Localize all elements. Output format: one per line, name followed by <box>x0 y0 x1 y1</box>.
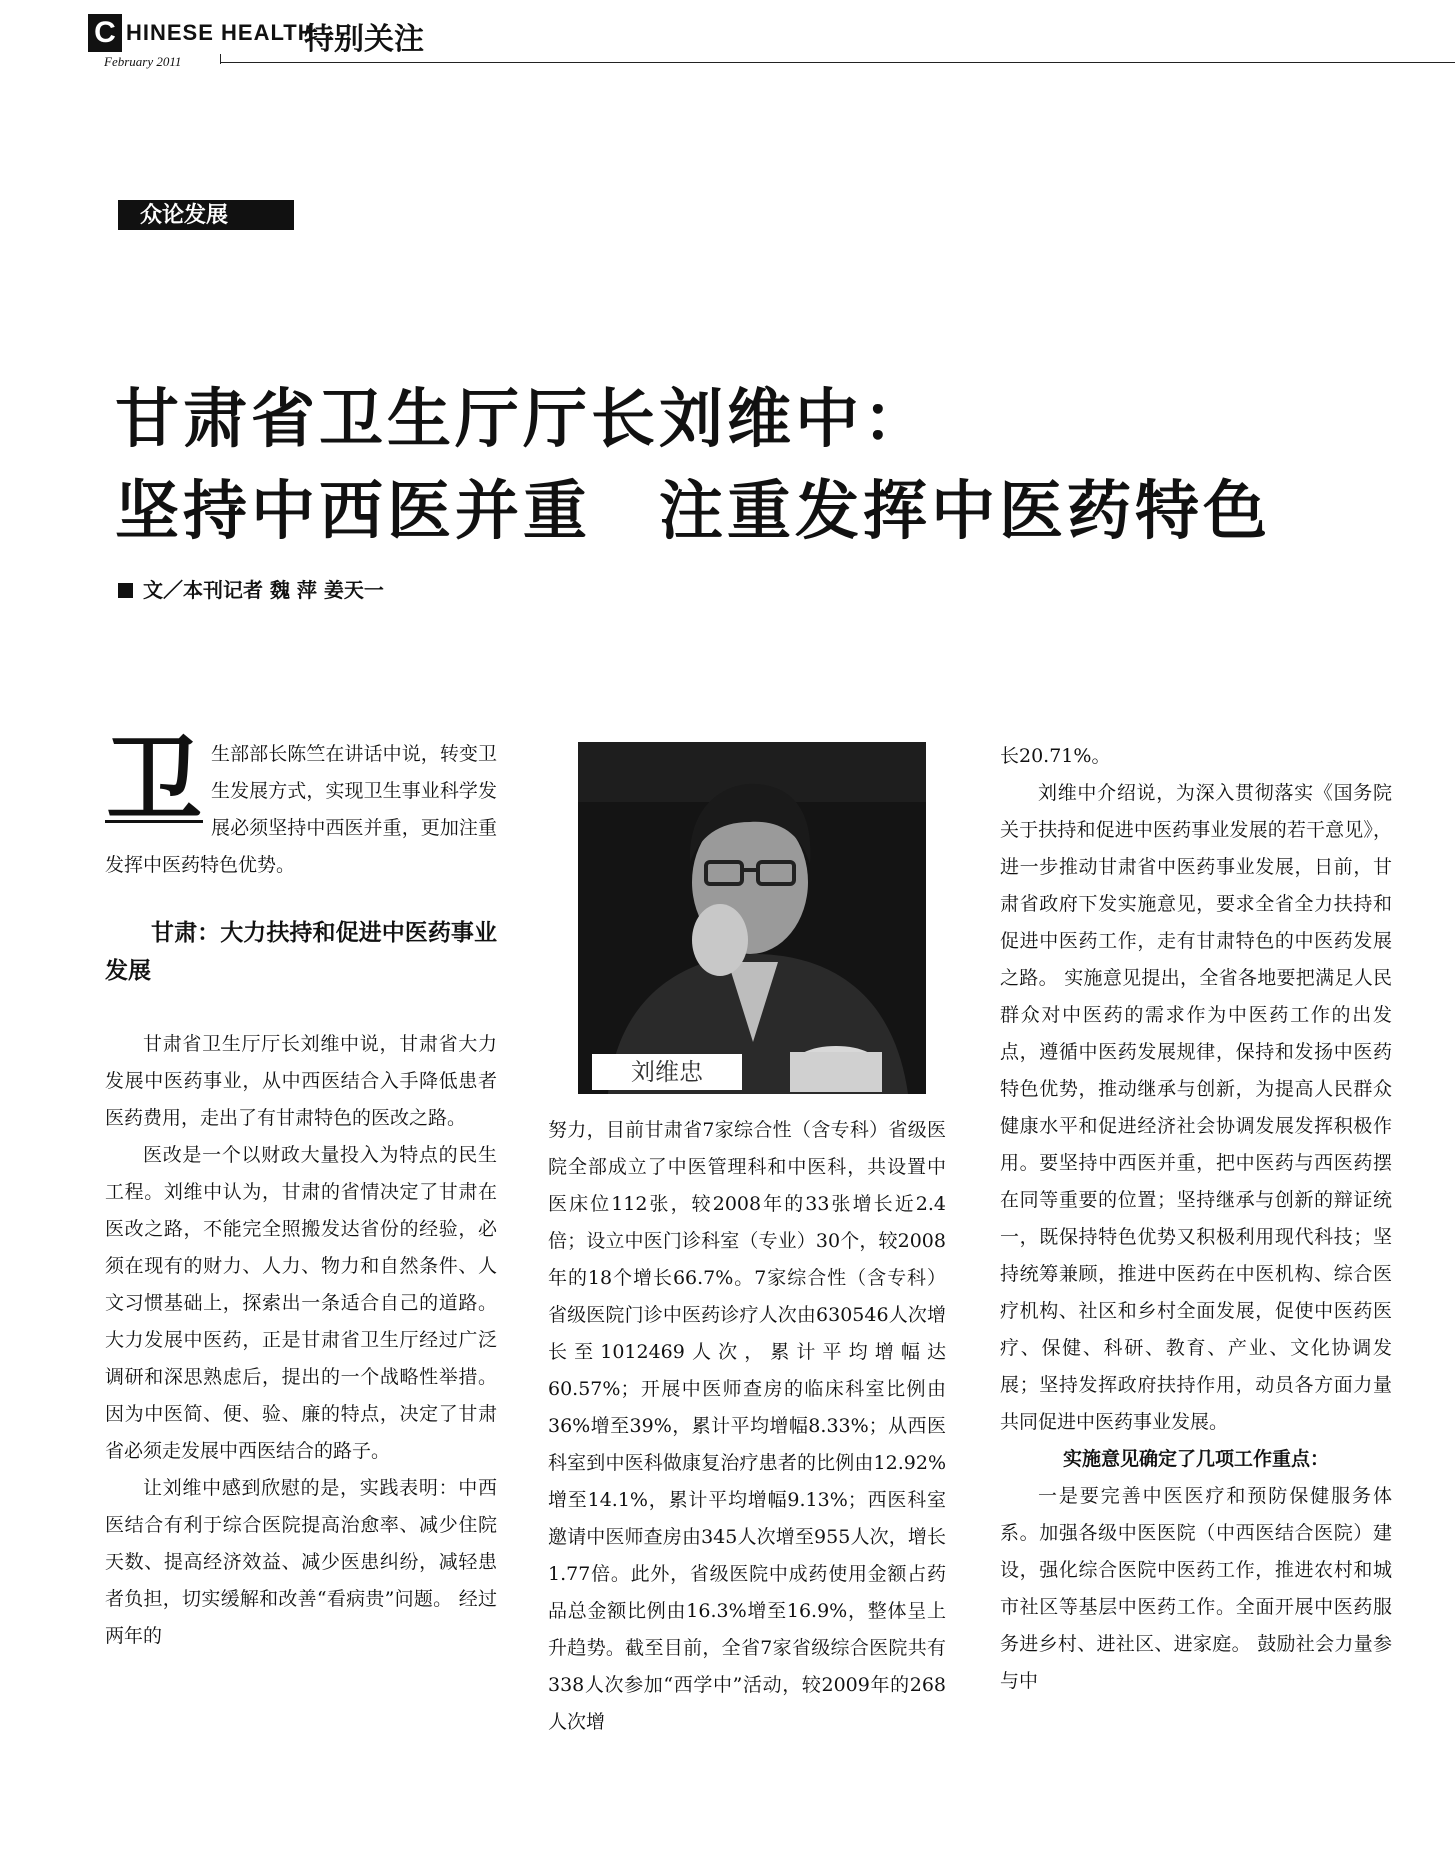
photo-caption: 刘维忠 <box>592 1054 742 1090</box>
article-title-line2: 坚持中西医并重 注重发挥中医药特色 <box>115 474 1271 549</box>
portrait-photo <box>578 742 926 1094</box>
paragraph: 让刘维中感到欣慰的是，实践表明：中西医结合有利于综合医院提高治愈率、减少住院天数、提高经济效益、减少医患纠纷，减轻患者负担，切实缓解和改善“看病贵”问题。 经过两年的 <box>105 1477 497 1647</box>
paragraph: 甘肃省卫生厅厅长刘维中说，甘肃省大力发展中医药事业，从中西医结合入手降低患者医药费用，走出了有甘肃特色的医改之路。 <box>105 1033 497 1129</box>
byline-text: 文／本刊记者 魏 萍 姜天一 <box>143 578 384 602</box>
paragraph: 长20.71%。 <box>1000 745 1111 767</box>
paragraph: 医改是一个以财政大量投入为特点的民生工程。刘维中认为，甘肃的省情决定了甘肃在医改之路，不能完全照搬发达省份的经验，必须在现有的财力、人力、物力和自然条件、人文习惯基础上，探索出一条适合自己的道路。大力发展中医药，正是甘肃省卫生厅经过广泛调研和深思熟虑后，提出的一个战略性举措。因为中医简、便、验、廉的特点，决定了甘肃省必须走发展中西医结合的路子。 <box>105 1144 497 1462</box>
byline-square-icon <box>118 583 133 598</box>
paragraph: 刘维中介绍说，为深入贯彻落实《国务院关于扶持和促进中医药事业发展的若干意见》，进一步推动甘肃省中医药事业发展，日前，甘肃省政府下发实施意见，要求全省全力扶持和促进中医药工作，走有甘肃特色的中医药发展之路。 实施意见提出，全省各地要把满足人民群众对中医药的需求作为中医药工作的出发点，遵循中医药发展规律，保持和发扬中医药特色优势，推动继承与创新，为提高人民群众健康水平和促进经济社会协调发展发挥积极作用。要坚持中西医并重，把中医药与西医药摆在同等重要的位置；坚持继承与创新的辩证统一，既保持特色优势又积极利用现代科技；坚持统筹兼顾，推进中医药在中医机构、综合医疗机构、社区和乡村全面发展，促使中医药医疗、保健、科研、教育、产业、文化协调发展；坚持发挥政府扶持作用，动员各方面力量共同促进中医药事业发展。 <box>1000 782 1392 1433</box>
section-tag: 众论发展 <box>118 200 294 230</box>
issue-date: February 2011 <box>104 54 182 69</box>
paragraph: 努力，目前甘肃省7家综合性（含专科）省级医院全部成立了中医管理科和中医科，共设置中医床位112张，较2008年的33张增长近2.4倍；设立中医门诊科室（专业）30个，较2008年的18个增长66.7%。7家综合性（含专科）省级医院门诊中医药诊疗人次由630546人次增长至1012469人次，累计平均增幅达60.57%；开展中医师查房的临床科室比例由36%增至39%，累计平均增幅8.33%；从西医科室到中医科做康复治疗患者的比例由12.92%增至14.1%，累计平均增幅9.13%；西医科室邀请中医师查房由345人次增至955人次，增长1.77倍。此外，省级医院中成药使用金额占药品总金额比例由16.3%增至16.9%，整体呈上升趋势。截至目前，全省7家省级综合医院共有338人次参加“西学中”活动，较2009年的268人次增 <box>548 1119 946 1733</box>
magazine-name: HINESE HEALTH <box>126 20 315 45</box>
column-1 <box>105 723 497 1655</box>
paragraph: 一是要完善中医医疗和预防保健服务体系。加强各级中医医院（中西医结合医院）建设，强化综合医院中医药工作，推进农村和城市社区等基层中医药工作。全面开展中医药服务进乡村、进社区、进家庭。 鼓励社会力量参与中 <box>1000 1485 1392 1692</box>
section-title: 特别关注 <box>304 22 424 57</box>
drop-cap: 卫 <box>106 723 202 836</box>
header-rule <box>220 62 1455 63</box>
intro-paragraph: 生部部长陈竺在讲话中说，转变卫生发展方式，实现卫生事业科学发展必须坚持中西医并重，更加注重发挥中医药特色优势。 <box>105 743 497 876</box>
magazine-logo-c: C <box>88 14 122 52</box>
subheading: 甘肃：大力扶持和促进中医药事业发展 <box>105 919 497 984</box>
bold-subheading: 实施意见确定了几项工作重点： <box>1062 1448 1329 1470</box>
column-2 <box>548 1112 946 1741</box>
column-3 <box>1000 738 1392 1700</box>
article-title-line1: 甘肃省卫生厅厅长刘维中： <box>115 382 931 457</box>
portrait-illustration <box>578 742 926 1094</box>
byline <box>118 574 384 603</box>
